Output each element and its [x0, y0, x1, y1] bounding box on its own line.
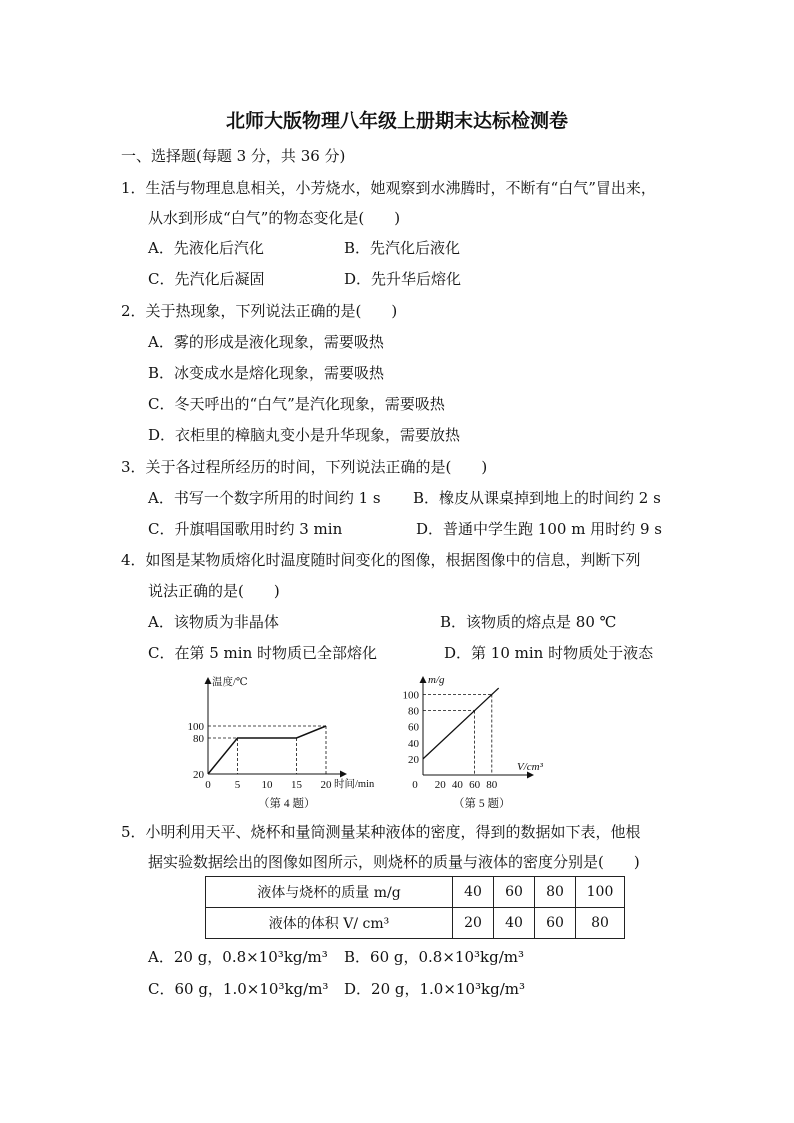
table-cell: 80 [576, 908, 625, 939]
q1-stem-line1: 1．生活与物理息息相关，小芳烧水，她观察到水沸腾时，不断有“白气”冒出来， [121, 179, 656, 197]
q3-option-d: D．普通中学生跑 100 m 用时约 9 s [416, 520, 662, 538]
q3-option-c: C．升旗唱国歌用时约 3 min [148, 520, 343, 538]
q5-stem-line2: 据实验数据绘出的图像如图所示，则烧杯的质量与液体的密度分别是( ) [148, 853, 640, 871]
q5-option-a: A．20 g，0.8×10³kg/m³ [148, 948, 328, 966]
q5-option-b: B．60 g，0.8×10³kg/m³ [344, 948, 524, 966]
figure-5-x-tick-label: 0 [412, 779, 418, 791]
q4-option-d: D．第 10 min 时物质处于液态 [444, 644, 654, 662]
q4-stem-line2: 说法正确的是( ) [148, 582, 280, 600]
table-cell: 100 [576, 877, 625, 908]
q5-stem-line1: 5．小明利用天平、烧杯和量筒测量某种液体的密度，得到的数据如下表，他根 [121, 823, 641, 841]
q4-option-b: B．该物质的熔点是 80 ℃ [440, 613, 617, 631]
figure-4-melting-graph [170, 668, 400, 816]
q3-option-a: A．书写一个数字所用的时间约 1 s [148, 489, 381, 507]
q3-stem: 3．关于各过程所经历的时间，下列说法正确的是( ) [121, 458, 488, 476]
table-cell: 40 [494, 908, 535, 939]
q1-option-c: C．先汽化后凝固 [148, 270, 265, 288]
table-cell: 40 [453, 877, 494, 908]
figure-4-caption: （第 4 题） [258, 798, 316, 810]
q2-option-c: C．冬天呼出的“白气”是汽化现象，需要吸热 [148, 395, 445, 413]
figure-5-x-tick-label: 80 [486, 779, 498, 791]
figure-5-x-label: V/cm³ [517, 761, 543, 773]
figure-4-x-label: 时间/min [334, 779, 375, 790]
figure-4-x-tick-label: 10 [261, 779, 273, 791]
q1-option-b: B．先汽化后液化 [344, 239, 461, 257]
figure-5-y-tick-label: 20 [408, 753, 419, 766]
figure-5-series-line [423, 688, 499, 759]
figure-5-y-tick-label: 100 [402, 689, 419, 702]
figure-4-y-label: 温度/℃ [212, 677, 248, 688]
figure-4-x-tick-label: 15 [291, 779, 302, 791]
table-row-label: 液体与烧杯的质量 m/g [206, 877, 453, 908]
figure-5-y-tick-label: 60 [408, 721, 419, 734]
figure-5-caption: （第 5 题） [453, 798, 511, 810]
figure-4-y-tick-label: 100 [187, 721, 204, 733]
table-cell: 60 [494, 877, 535, 908]
q2-option-a: A．雾的形成是液化现象，需要吸热 [148, 333, 384, 351]
figure-4-y-tick-label: 80 [193, 733, 204, 745]
figure-4-series-line [208, 726, 326, 774]
table-row-label: 液体的体积 V/ cm³ [206, 908, 453, 939]
figure-5-x-tick-label: 20 [434, 779, 446, 791]
q1-option-d: D．先升华后熔化 [344, 270, 462, 288]
figure-5-mass-volume-graph [395, 668, 565, 816]
figure-4-y-tick-label: 20 [193, 769, 204, 781]
page-title: 北师大版物理八年级上册期末达标检测卷 [225, 110, 568, 132]
figure-4-x-tick-label: 0 [205, 779, 211, 791]
q1-stem-line2: 从水到形成“白气”的物态变化是( ) [148, 209, 401, 227]
q5-option-d: D．20 g，1.0×10³kg/m³ [344, 980, 525, 998]
table-row [206, 908, 625, 939]
q4-stem-line1: 4．如图是某物质熔化时温度随时间变化的图像，根据图像中的信息，判断下列 [121, 551, 641, 569]
figure-5-x-tick-label: 60 [469, 779, 481, 791]
figure-5-y-label: m/g [428, 674, 445, 686]
q2-option-d: D．衣柜里的樟脑丸变小是升华现象，需要放热 [148, 426, 461, 444]
q2-option-b: B．冰变成水是熔化现象，需要吸热 [148, 364, 385, 382]
figure-5-x-tick-label: 40 [451, 779, 463, 791]
table-cell: 20 [453, 908, 494, 939]
q5-option-c: C．60 g，1.0×10³kg/m³ [148, 980, 329, 998]
data-table [205, 876, 625, 939]
figure-5-y-tick-label: 80 [408, 705, 419, 718]
figure-4-x-tick-label: 5 [234, 779, 241, 791]
section-heading: 一、选择题(每题 3 分，共 36 分) [121, 147, 346, 165]
table-cell: 80 [535, 877, 576, 908]
figure-4-x-tick-label: 20 [320, 779, 332, 791]
q4-option-c: C．在第 5 min 时物质已全部熔化 [148, 644, 378, 662]
table-row [206, 877, 625, 908]
q2-stem: 2．关于热现象，下列说法正确的是( ) [121, 302, 398, 320]
figure-5-y-tick-label: 40 [408, 737, 419, 750]
table-cell: 60 [535, 908, 576, 939]
q3-option-b: B．橡皮从课桌掉到地上的时间约 2 s [413, 489, 661, 507]
q1-option-a: A．先液化后汽化 [148, 239, 264, 257]
q4-option-a: A．该物质为非晶体 [148, 613, 279, 631]
